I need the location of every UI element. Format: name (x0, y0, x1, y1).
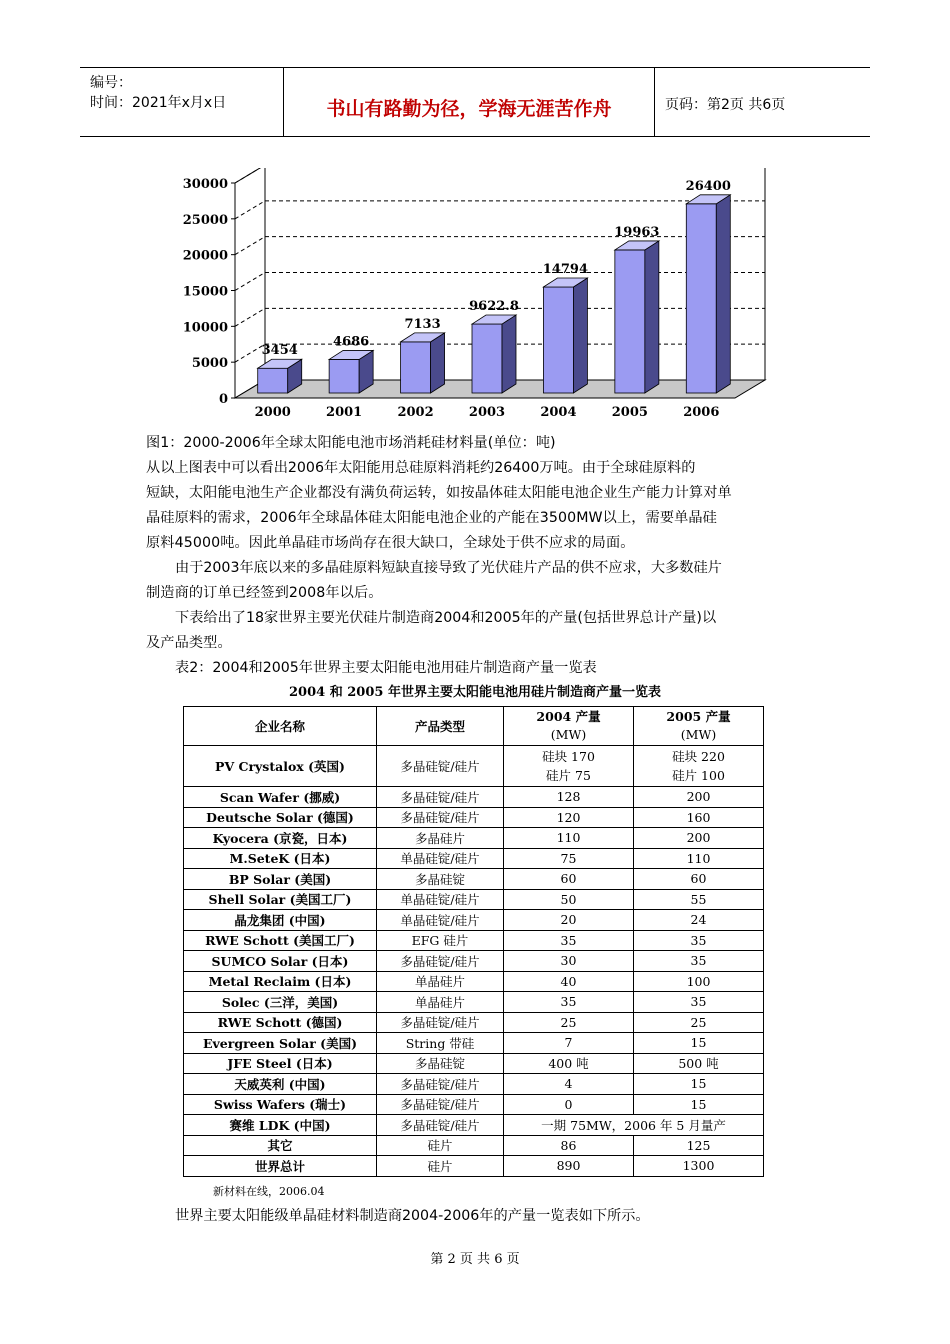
value-2005-cell: 35 (634, 992, 764, 1013)
data-label-2000: 3454 (261, 343, 298, 359)
type-cell: 多晶硅锭/硅片 (377, 951, 504, 972)
data-label-2006: 26400 (685, 178, 731, 194)
type-cell: 单晶硅锭/硅片 (377, 910, 504, 931)
value-2005-cell: 24 (634, 910, 764, 931)
value-2005-cell: 15 (634, 1074, 764, 1095)
data-label-2004: 14794 (542, 261, 589, 277)
note-cell: 一期 75MW，2006 年 5 月量产 (504, 1115, 764, 1136)
header-2005: 2005 产量 (MW) (634, 707, 764, 746)
table-row (184, 746, 764, 787)
company-cell: 世界总计 (184, 1156, 377, 1177)
x-tick-label-2002: 2002 (397, 405, 434, 420)
company-cell: 赛维 LDK (中国) (184, 1115, 377, 1136)
page-info: 页码：第2页 共6页 (665, 97, 786, 113)
type-cell: 多晶硅锭 (377, 1053, 504, 1074)
x-tick-label-2003: 2003 (468, 405, 506, 420)
table-row (184, 807, 764, 828)
company-cell: 晶龙集团 (中国) (184, 910, 377, 931)
silicon-consumption-chart (170, 168, 780, 430)
bar-side-2003 (502, 315, 516, 393)
value-2005-cell: 硅块 220 硅片 100 (634, 746, 764, 787)
table-row (184, 1156, 764, 1177)
wafer-producers-table (183, 706, 764, 1177)
value-2004-cell: 20 (504, 910, 634, 931)
company-cell: Kyocera (京瓷，日本) (184, 828, 377, 849)
y-tick-label: 15000 (182, 284, 228, 300)
type-cell: 硅片 (377, 1156, 504, 1177)
data-label-2002: 7133 (404, 316, 441, 332)
type-cell: String 带硅 (377, 1033, 504, 1054)
bar-2000 (258, 368, 288, 393)
table-row (184, 930, 764, 951)
value-2004-cell: 86 (504, 1135, 634, 1156)
table-row (184, 848, 764, 869)
header-meta-cell (80, 68, 284, 136)
company-cell: Solec (三洋，美国) (184, 992, 377, 1013)
type-cell: 单晶硅片 (377, 992, 504, 1013)
bar-2002 (401, 342, 431, 393)
type-cell: 多晶硅锭/硅片 (377, 1115, 504, 1136)
table-row (184, 1074, 764, 1095)
page-header (80, 67, 870, 137)
value-2004-cell: 120 (504, 807, 634, 828)
page-footer: 第 2 页 共 6 页 (430, 1252, 520, 1267)
value-2004-cell: 890 (504, 1156, 634, 1177)
table-row (184, 787, 764, 808)
company-cell: RWE Schott (德国) (184, 1012, 377, 1033)
company-cell: M.SeteK (日本) (184, 848, 377, 869)
header-page-cell (655, 68, 870, 136)
type-cell: 多晶硅锭/硅片 (377, 787, 504, 808)
table-row (184, 1053, 764, 1074)
bar-side-2004 (573, 278, 587, 393)
y-tick-label: 10000 (182, 320, 228, 336)
header-type: 产品类型 (377, 707, 504, 746)
table-row (184, 1135, 764, 1156)
para3-line2: 及产品类型。 (146, 635, 232, 651)
company-cell: JFE Steel (日本) (184, 1053, 377, 1074)
data-label-2001: 4686 (333, 334, 370, 350)
value-2005-cell: 15 (634, 1094, 764, 1115)
table-row (184, 951, 764, 972)
value-2005-cell: 60 (634, 869, 764, 890)
type-cell: 单晶硅锭/硅片 (377, 889, 504, 910)
bar-2004 (543, 287, 573, 393)
table-row (184, 1012, 764, 1033)
bar-side-2002 (431, 333, 445, 393)
value-2005-cell: 35 (634, 930, 764, 951)
value-2005-cell: 1300 (634, 1156, 764, 1177)
company-cell: BP Solar (美国) (184, 869, 377, 890)
y-tick-label: 30000 (182, 177, 228, 192)
type-cell: 多晶硅锭/硅片 (377, 746, 504, 787)
figure-caption: 图1：2000-2006年全球太阳能电池市场消耗硅材料量(单位：吨) (146, 435, 556, 451)
x-tick-label-2006: 2006 (683, 405, 720, 420)
para2-line1: 由于2003年底以来的多晶硅原料短缺直接导致了光伏硅片产品的供不应求，大多数硅片 (175, 560, 722, 576)
type-cell: 多晶硅锭 (377, 869, 504, 890)
value-2004-cell: 硅块 170 硅片 75 (504, 746, 634, 787)
type-cell: 硅片 (377, 1135, 504, 1156)
bar-side-2005 (645, 241, 659, 393)
closing-line: 世界主要太阳能级单晶硅材料制造商2004-2006年的产量一览表如下所示。 (175, 1208, 650, 1224)
table-row (184, 828, 764, 849)
para1-line4: 原料45000吨。因此单晶硅市场尚存在很大缺口，全球处于供不应求的局面。 (146, 535, 635, 551)
table-row (184, 869, 764, 890)
value-2005-cell: 25 (634, 1012, 764, 1033)
value-2004-cell: 4 (504, 1074, 634, 1095)
chart-side-wall (235, 168, 265, 398)
table-source: 新材料在线，2006.04 (213, 1185, 325, 1198)
type-cell: 单晶硅锭/硅片 (377, 848, 504, 869)
header-motto-cell (284, 68, 655, 136)
x-tick-label-2004: 2004 (540, 405, 577, 420)
table-row (184, 971, 764, 992)
x-tick-label-2001: 2001 (326, 405, 363, 420)
value-2005-cell: 125 (634, 1135, 764, 1156)
para1-line2: 短缺，太阳能电池生产企业都没有满负荷运转，如按晶体硅太阳能电池企业生产能力计算对单 (146, 485, 732, 501)
data-label-2003: 9622.8 (469, 299, 519, 315)
bar-2001 (329, 359, 359, 393)
value-2005-cell: 15 (634, 1033, 764, 1054)
y-tick-label: 5000 (191, 356, 228, 372)
type-cell: 单晶硅片 (377, 971, 504, 992)
value-2005-cell: 55 (634, 889, 764, 910)
company-cell: Evergreen Solar (美国) (184, 1033, 377, 1054)
company-cell: Shell Solar (美国工厂) (184, 889, 377, 910)
value-2004-cell: 30 (504, 951, 634, 972)
bar-2005 (615, 250, 645, 393)
company-cell: SUMCO Solar (日本) (184, 951, 377, 972)
header-company: 企业名称 (184, 707, 377, 746)
value-2005-cell: 200 (634, 828, 764, 849)
y-tick-label: 25000 (182, 212, 228, 228)
value-2004-cell: 35 (504, 930, 634, 951)
type-cell: 多晶硅锭/硅片 (377, 807, 504, 828)
table-caption: 表2：2004和2005年世界主要太阳能电池用硅片制造商产量一览表 (175, 660, 597, 676)
company-cell: 天威英利 (中国) (184, 1074, 377, 1095)
bar-2003 (472, 324, 502, 393)
value-2004-cell: 7 (504, 1033, 634, 1054)
type-cell: 多晶硅锭/硅片 (377, 1074, 504, 1095)
bar-2006 (686, 204, 716, 393)
type-cell: 多晶硅锭/硅片 (377, 1012, 504, 1033)
date-label: 时间：2021年x月x日 (90, 95, 227, 111)
table-row (184, 910, 764, 931)
para1-line1: 从以上图表中可以看出2006年太阳能用总硅原料消耗约26400万吨。由于全球硅原料的 (146, 460, 696, 476)
company-cell: RWE Schott (美国工厂) (184, 930, 377, 951)
table-row (184, 889, 764, 910)
company-cell: Swiss Wafers (瑞士) (184, 1094, 377, 1115)
para1-line3: 晶硅原料的需求，2006年全球晶体硅太阳能电池企业的产能在3500MW以上，需要单晶硅 (146, 510, 717, 526)
x-tick-label-2005: 2005 (611, 405, 648, 420)
company-cell: Scan Wafer (挪威) (184, 787, 377, 808)
x-tick-label-2000: 2000 (254, 405, 291, 420)
para2-line2: 制造商的订单已经签到2008年以后。 (146, 585, 383, 601)
company-cell: 其它 (184, 1135, 377, 1156)
bar-side-2006 (716, 195, 730, 393)
value-2004-cell: 75 (504, 848, 634, 869)
table-header-row (184, 707, 764, 746)
company-cell: Deutsche Solar (德国) (184, 807, 377, 828)
table-row (184, 1033, 764, 1054)
table-row (184, 1115, 764, 1136)
type-cell: 多晶硅锭/硅片 (377, 1094, 504, 1115)
y-tick-label: 20000 (182, 248, 228, 264)
value-2004-cell: 110 (504, 828, 634, 849)
company-cell: Metal Reclaim (日本) (184, 971, 377, 992)
value-2004-cell: 400 吨 (504, 1053, 634, 1074)
value-2004-cell: 0 (504, 1094, 634, 1115)
table-row (184, 1094, 764, 1115)
value-2004-cell: 35 (504, 992, 634, 1013)
value-2005-cell: 500 吨 (634, 1053, 764, 1074)
type-cell: 多晶硅片 (377, 828, 504, 849)
value-2005-cell: 160 (634, 807, 764, 828)
type-cell: EFG 硅片 (377, 930, 504, 951)
table-title: 2004 和 2005 年世界主要太阳能电池用硅片制造商产量一览表 (289, 685, 661, 700)
data-label-2005: 19963 (614, 224, 660, 240)
value-2004-cell: 40 (504, 971, 634, 992)
value-2005-cell: 110 (634, 848, 764, 869)
value-2004-cell: 50 (504, 889, 634, 910)
value-2004-cell: 128 (504, 787, 634, 808)
value-2005-cell: 200 (634, 787, 764, 808)
company-cell: PV Crystalox (英国) (184, 746, 377, 787)
para3-line1: 下表给出了18家世界主要光伏硅片制造商2004和2005年的产量(包括世界总计产量)以 (175, 610, 717, 626)
value-2005-cell: 100 (634, 971, 764, 992)
value-2004-cell: 60 (504, 869, 634, 890)
value-2005-cell: 35 (634, 951, 764, 972)
header-2004: 2004 产量 (MW) (504, 707, 634, 746)
y-tick-label: 0 (218, 392, 228, 407)
motto: 书山有路勤为径，学海无涯苦作舟 (326, 98, 612, 120)
value-2004-cell: 25 (504, 1012, 634, 1033)
table-row (184, 992, 764, 1013)
number-label: 编号： (90, 75, 132, 91)
